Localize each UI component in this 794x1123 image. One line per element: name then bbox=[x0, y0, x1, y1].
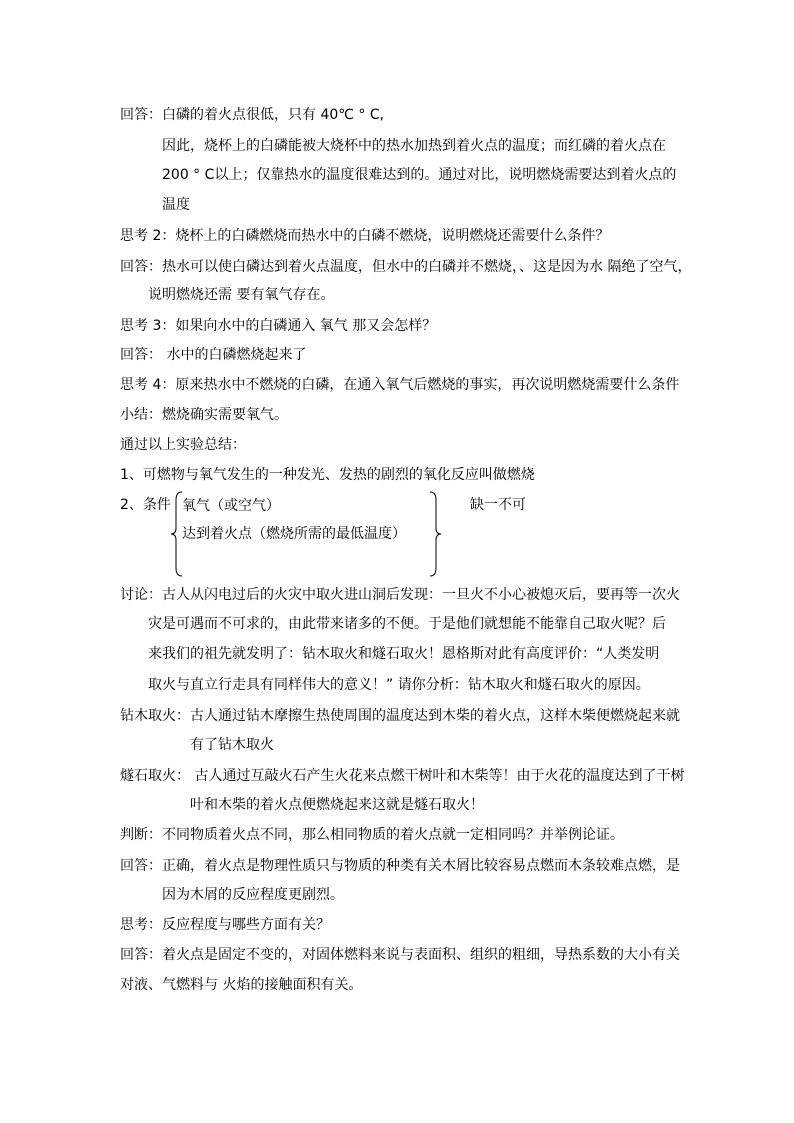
text-line: 因此，烧杯上的白磷能被大烧杯中的热水加热到着火点的温度；而红磷的着火点在 bbox=[162, 138, 666, 154]
text-line: 回答：热水可以使白磷达到着火点温度，但水中的白磷并不燃烧，、这是因为水 隔绝了空气， bbox=[120, 259, 692, 275]
text-line: 判断：不同物质着火点不同，那么相同物质的着火点就一定相同吗？并举例论证。 bbox=[120, 827, 624, 843]
text-line: 因为木屑的反应程度更剧烈。 bbox=[162, 887, 344, 903]
conditions-label: 2、条件 bbox=[120, 497, 171, 513]
text-line: 回答：正确，着火点是物理性质只与物质的种类有关木屑比较容易点燃而木条较难点燃，是 bbox=[120, 858, 680, 874]
text-line: 回答：白磷的着火点很低，只有 40℃ ° C, bbox=[120, 107, 385, 123]
condition-item-ignition: 达到着火点（燃烧所需的最低温度） bbox=[182, 526, 406, 542]
text-line: 200 ° C以上；仅靠热水的温度很难达到的。通过对比，说明燃烧需要达到着火点的 bbox=[162, 167, 677, 183]
text-line: 思考 3：如果向水中的白磷通入 氧气 那又会怎样？ bbox=[120, 318, 437, 334]
text-line: 思考 2：烧杯上的白磷燃烧而热水中的白磷不燃烧，说明燃烧还需要什么条件？ bbox=[120, 228, 610, 244]
text-line: 有了钻木取火 bbox=[190, 737, 274, 753]
right-brace-icon bbox=[428, 490, 442, 578]
text-line: 钻木取火：古人通过钻木摩擦生热使周围的温度达到木柴的着火点，这样木柴便燃烧起来就 bbox=[120, 708, 680, 724]
condition-note: 缺一不可 bbox=[470, 497, 526, 513]
text-line: 叶和木柴的着火点便燃烧起来这就是燧石取火！ bbox=[190, 797, 484, 813]
text-line: 燧石取火： 古人通过互敲火石产生火花来点燃干树叶和木柴等！由于火花的温度达到了干树 bbox=[120, 768, 685, 784]
text-line: 对液、气燃料与 火焰的接触面积有关。 bbox=[120, 977, 363, 993]
text-line: 回答： 水中的白磷燃烧起来了 bbox=[120, 347, 307, 363]
text-line: 回答：着火点是固定不变的，对固体燃料来说与表面积、组织的粗细，导热系数的大小有关 bbox=[120, 947, 680, 963]
condition-item-oxygen: 氧气（或空气） bbox=[182, 498, 280, 514]
text-line: 小结：燃烧确实需要氧气。 bbox=[120, 407, 288, 423]
text-line: 思考：反应程度与哪些方面有关？ bbox=[120, 917, 330, 933]
text-line: 1、可燃物与氧气发生的一种发光、发热的剧烈的氧化反应叫做燃烧 bbox=[120, 467, 535, 483]
text-line: 通过以上实验总结： bbox=[120, 437, 246, 453]
text-line: 讨论：古人从闪电过后的火灾中取火进山洞后发现：一旦火不小心被熄灭后，要再等一次火 bbox=[120, 587, 680, 603]
text-line: 取火与直立行走具有同样伟大的意义！” 请你分析：钻木取火和燧石取火的原因。 bbox=[148, 677, 650, 693]
text-line: 思考 4：原来热水中不燃烧的白磷，在通入氧气后燃烧的事实，再次说明燃烧需要什么条件 bbox=[120, 377, 680, 393]
text-line: 温度 bbox=[162, 197, 190, 213]
text-line: 来我们的祖先就发明了：钻木取火和燧石取火！恩格斯对此有高度评价：“人类发明 bbox=[148, 646, 660, 662]
text-line: 说明燃烧还需 要有氧气存在。 bbox=[148, 287, 335, 303]
text-line: 灾是可遇而不可求的，由此带来诸多的不便。于是他们就想能不能靠自己取火呢？后 bbox=[148, 616, 666, 632]
